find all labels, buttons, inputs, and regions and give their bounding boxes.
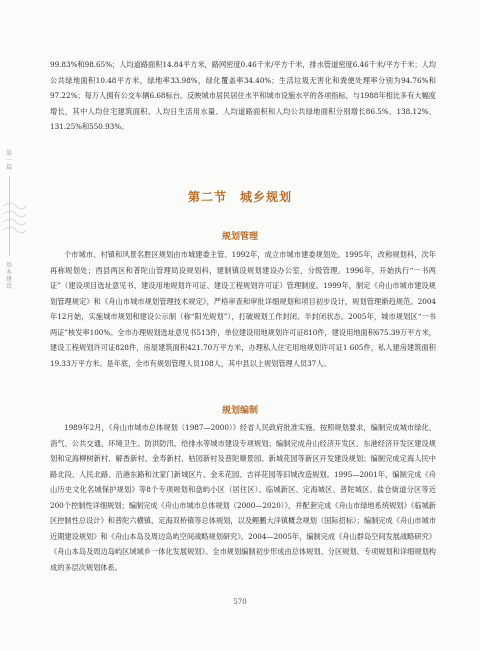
subsection-title-planning-management: 规划管理 — [221, 232, 258, 242]
section-title: 第二节 城乡规划 — [187, 190, 292, 204]
page-number: 570 — [233, 598, 247, 606]
side-label-part: 第一篇 — [5, 150, 12, 171]
planning-management-paragraph: 个市城市、村镇和风景名胜区规划由市城建委主管。1992年，成立市城市建委规划处。1995年，改称规划科，次年再称规划处；西县两区和普陀山管理局设规划科，建制镇设规划建设办公室，分级管理。1996年，开始执行“一书两证”（建设项目选址意见书、建设用地规划许可证、建设工程规划许可证）管理制度。1999年，制定《舟山市城市建设规划管理规定》和《舟山市城市规划管理技术规定》，严格审查和审批详细规划和项目初步设计，规划管理渐趋规范。2004年12月始，实施城市规划和建设公示制（称“阳光规划”），打破规划工作封闭、半封闭状态。2005年，城市规划区“一书两证”核发率100%。全市办理规划选址意见书513件，单位建设用地规划许可证810件，建设用地面积675.39万平方米，建设工程规划许可证828件，房屋建筑面积421.70万平方米，办理私人住宅用地规划许可证1 605件，私人建房建筑面积19.33万平方米。是年底，全市有规划管理人员108人，其中县以上规划管理人员37人。 — [50, 250, 436, 368]
plan-compilation-paragraph: 1989年2月，《舟山市城市总体规划（1987—2000）》经省人民政府批准实施。按照规划要求，编制完成城市绿化、消气、公共交通、环境卫生、防洪防汛、给排水等城市建设专项规划；编制完成舟山经济开发区、东港经济开发区建设规划和定海柳树新村、解香新村、金寿新村、枯园新村及普陀顺景园、新城花园等新区开发建设规划；编制完成定海人民中路北段、人民北路、沿港东路和沈家门新城区片、金禾花园、吉祥花园等旧城改造规划。1995—2001年，编制完成《舟山历史文化名城保护规划》等8个专项规划和盘屿小区（居住区）、临城新区、定海城区、普陀城区、盐仓街道分区等近200个控制性详细规划；编制完成《舟山市城市总体规划（2000—2020）》，并配套完成《舟山市绿地系统规划》《临城新区控制性总设计》和普陀六横镇、定海双桥镇等总体规划，以及鲤鹏大洋镇概念规划（国际招标）；编制完成《舟山市城市近期建设规划》和《舟山本岛及周边岛屿空间战略规划研究》。2004—2005年，编制完成《舟山群岛空间发展战略研究》《舟山本岛及周边岛屿区域城乡一体化发展规划》。全市规划编制初步形成由总体规划、分区规划、专项规划和详细规划构成的多层次规划体系。 — [50, 423, 436, 572]
plan-compilation-block — [50, 420, 436, 575]
subsection-title-plan-compilation: 规划编制 — [221, 406, 258, 416]
side-label-section: 基本建设 — [5, 262, 12, 290]
planning-management-block — [50, 247, 436, 371]
side-decoration — [0, 150, 28, 350]
intro-block — [50, 57, 436, 135]
intro-paragraph: 99.83%和98.65%；人均道路面积14.84平方米，路网密度0.46千米/平方千米，排水管道密度6.46千米/平方千米；人均公共绿地面积10.48平方米，绿地率33.98%，绿化覆盖率34.40%；生活垃圾无害化和粪便处理率分别为94.76%和97.22%；每万人拥有公交车辆6.68标台。反映城市居民居住水平和城市设施水平的各项指标，与1988年相比多有大幅度增长，其中人均住宅建筑面积、人均日生活用水量、人均道路面积和人均公共绿地面积分别增长86.5%、138.12%、131.25%和550.93%。 — [50, 60, 436, 131]
